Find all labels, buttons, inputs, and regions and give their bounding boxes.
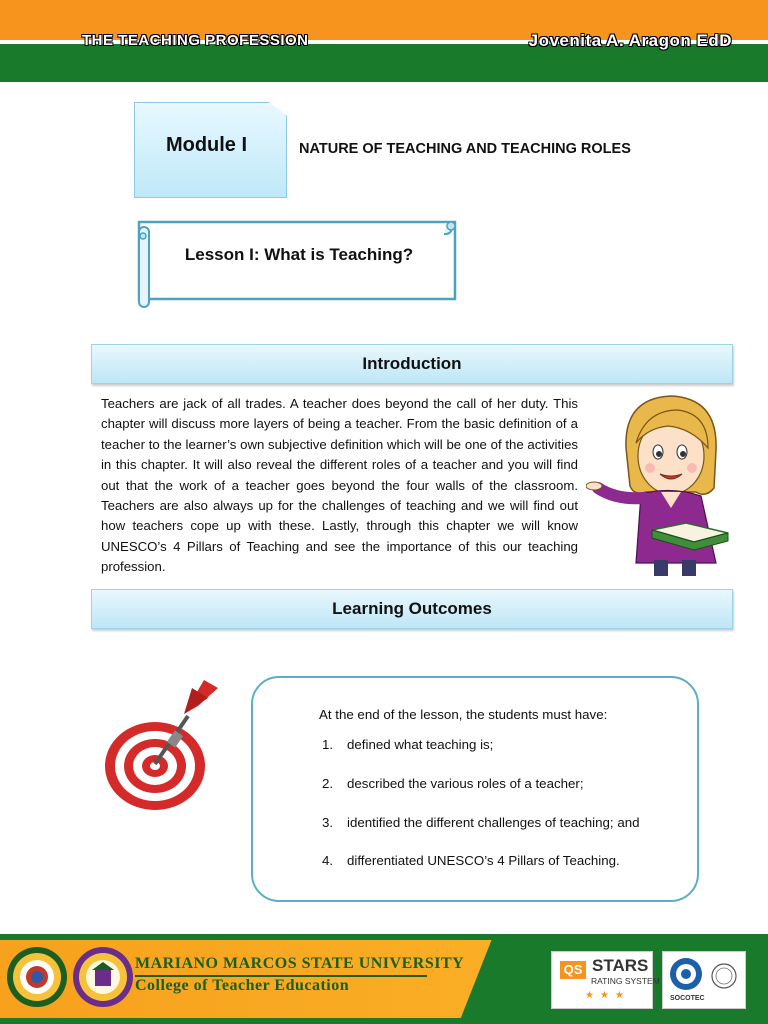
college-name: College of Teacher Education: [135, 977, 350, 994]
outcome-item: [322, 776, 584, 791]
outcome-item: [322, 853, 620, 868]
outcome-item: [322, 815, 640, 830]
introduction-heading: Introduction: [91, 344, 733, 384]
outcome-text: described the various roles of a teacher;: [347, 776, 584, 791]
outcome-number: 1.: [322, 737, 334, 752]
module-label: Module I: [165, 134, 248, 156]
outcome-number: 2.: [322, 776, 334, 791]
introduction-text: Teachers are jack of all trades. A teacher does beyond the call of her duty. This chapter will discuss more layers of being a teacher. From the basic definition of a teacher to the learner’s own subjective definition which will be one of the activities in this chapter. It will also reveal the different roles of a teacher and you will find out that the work of a teacher goes beyond the four walls of the classroom. Teachers are also always up for the challenges of teaching and we will find out how teachers cope up with these. Lastly, through this chapter we will know UNESCO’s 4 Pillars of Teaching and see the importance of this our teaching profession.: [101, 396, 578, 575]
course-title: THE TEACHING PROFESSION: [82, 32, 309, 49]
outcome-text: defined what teaching is;: [347, 737, 494, 752]
module-subtitle: NATURE OF TEACHING AND TEACHING ROLES: [299, 141, 631, 157]
socotec-logo-icon: [668, 956, 704, 992]
iso-9001-seal-icon: [710, 962, 738, 990]
teacher-illustration: [586, 388, 736, 578]
outcome-number: 4.: [322, 853, 334, 868]
rating-stars-icon: ★★★: [585, 990, 630, 1001]
lesson-title: Lesson I: What is Teaching?: [184, 245, 414, 264]
outcome-number: 3.: [322, 815, 334, 830]
certifier-name: SOCOTEC: [670, 995, 705, 1002]
university-name: MARIANO MARCOS STATE UNIVERSITY: [135, 955, 465, 972]
dartboard-icon: [100, 676, 225, 816]
outcomes-intro: At the end of the lesson, the students must have:: [319, 707, 608, 722]
college-seal-icon: [72, 946, 134, 1008]
learning-outcomes-heading: Learning Outcomes: [91, 589, 733, 629]
author-name: Jovenita A. Aragon EdD: [528, 31, 732, 50]
qs-stars-label: STARS: [592, 956, 649, 975]
footer-bottom-rule: [0, 1018, 768, 1024]
outcome-item: [322, 737, 493, 752]
outcome-text: identified the different challenges of teaching; and: [347, 815, 640, 830]
rating-system-label: RATING SYSTEM: [591, 976, 660, 986]
university-seal-icon: [6, 946, 68, 1008]
qs-badge: QS: [560, 961, 586, 979]
outcome-text: differentiated UNESCO’s 4 Pillars of Teaching.: [347, 853, 620, 868]
